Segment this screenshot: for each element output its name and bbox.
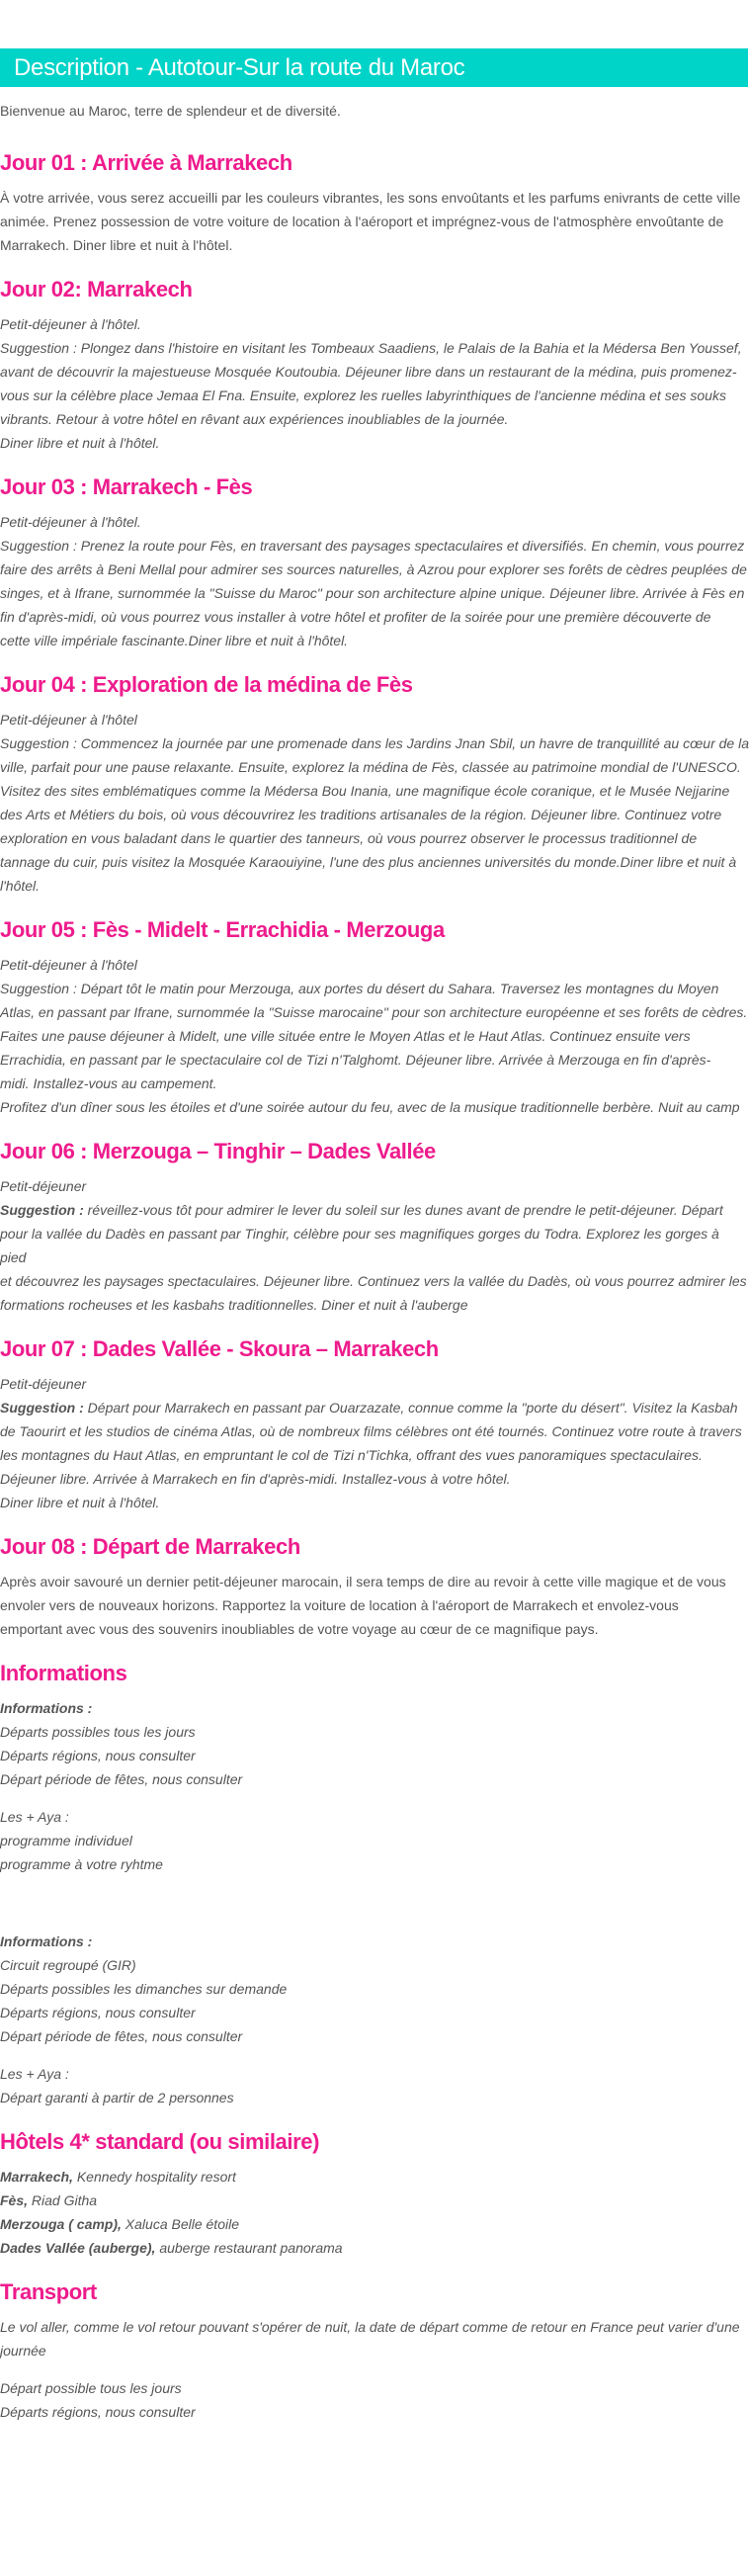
description-banner: [0, 48, 748, 87]
day-4-section: [0, 670, 749, 898]
day-3-title: Jour 03 : Marrakech - Fès: [0, 474, 253, 499]
day-6-section: [0, 1137, 749, 1317]
day-1-section: [0, 148, 749, 257]
day-1-title: Jour 01 : Arrivée à Marrakech: [0, 150, 292, 175]
day-3-section: [0, 472, 749, 652]
hotel-item: Merzouga ( camp), Xaluca Belle étoile: [0, 2216, 239, 2232]
day-2-title: Jour 02: Marrakech: [0, 277, 193, 301]
day-7-title: Jour 07 : Dades Vallée - Skoura – Marrakech: [0, 1336, 439, 1361]
hotel-item: Marrakech, Kennedy hospitality resort: [0, 2169, 236, 2185]
day-4-title: Jour 04 : Exploration de la médina de Fès: [0, 672, 413, 697]
hotels-list: [0, 2165, 749, 2260]
day-2-text: Petit-déjeuner à l'hôtel. Suggestion : Plongez dans l'histoire en visitant les Tombeaux Saadiens, le Palais de la Bahia et la Médersa Ben Youssef, avant de découvrir la majestueuse Mosquée Koutoubia. Déjeuner libre dans un restaurant de la médina, puis promenez- vous sur la célèbre place Jemaa El Fna. Ensuite, explorez les ruelles labyrinthiques de l'ancienne médina et ses souks vibrants. Retour à votre hôtel en rêvant aux expériences inoubliables de la journée. Diner libre et nuit à l'hôtel.: [0, 316, 742, 451]
hotel-item: Dades Vallée (auberge), auberge restaurant panorama: [0, 2240, 343, 2256]
day-5-section: [0, 915, 749, 1119]
hotels-title: Hôtels 4* standard (ou similaire): [0, 2129, 319, 2154]
day-2-section: [0, 275, 749, 455]
day-5-text: Petit-déjeuner à l'hôtel Suggestion : Départ tôt le matin pour Merzouga, aux portes du désert du Sahara. Traversez les montagnes du Moyen Atlas, en passant par Ifrane, surnommée la "Suisse marocaine" pour son architecture européenne et ses forêts de cèdres. Faites une pause déjeuner à Midelt, une ville située entre le Moyen Atlas et le Haut Atlas. Continuez ensuite vers Errachidia, en passant par le spectaculaire col de Tizi n'Talghomt. Déjeuner libre. Arrivée à Merzouga en fin d'après- midi. Installez-vous au campement. Profitez d'un dîner sous les étoiles et d'une soirée autour du feu, avec de la musique traditionnelle berbère. Nuit au camp: [0, 957, 748, 1115]
transport-title: Transport: [0, 2279, 97, 2304]
day-5-title: Jour 05 : Fès - Midelt - Errachidia - Merzouga: [0, 917, 445, 942]
suggestion-label: Suggestion :: [0, 1400, 84, 1416]
informations-block-1: Informations : Départs possibles tous les jours Départs régions, nous consulter Départ période de fêtes, nous consulter Les + Aya : programme individuel programme à votre ryhtme: [0, 1700, 243, 1872]
day-6-title: Jour 06 : Merzouga – Tinghir – Dades Vallée: [0, 1139, 436, 1163]
informations-title: Informations: [0, 1661, 127, 1685]
transport-section: [0, 2277, 749, 2424]
banner-title: Description - Autotour-Sur la route du Maroc: [14, 54, 465, 81]
suggestion-label: Suggestion :: [0, 1202, 84, 1218]
day-7-section: [0, 1334, 749, 1514]
day-1-text: À votre arrivée, vous serez accueilli par les couleurs vibrantes, les sons envoûtants et les parfums enivrants de cette ville animée. Prenez possession de votre voiture de location à l'aéroport et imprégnez-vous de l'atmosphère envoûtante de Marrakech. Diner libre et nuit à l'hôtel.: [0, 190, 741, 253]
intro-text: Bienvenue au Maroc, terre de splendeur et de diversité.: [0, 103, 341, 119]
day-6-text: Petit-déjeuner Suggestion : réveillez-vous tôt pour admirer le lever du soleil sur les dunes avant de prendre le petit-déjeuner. Départ pour la vallée du Dadès en passant par Tinghir, célèbre pour ses magnifiques gorges du Todra. Explorez les gorges à pied et découvrez les paysages spectaculaires. Déjeuner libre. Continuez vers la vallée du Dadès, où vous pourrez admirer les formations rocheuses et les kasbahs traditionnelles. Diner et nuit à l'auberge: [0, 1178, 747, 1313]
day-8-section: [0, 1532, 749, 1641]
informations-block-2: Informations : Circuit regroupé (GIR) Départs possibles les dimanches sur demande Départs régions, nous consulter Départ période de fêtes, nous consulter Les + Aya : Départ garanti à partir de 2 personnes: [0, 1933, 288, 2105]
day-8-title: Jour 08 : Départ de Marrakech: [0, 1534, 300, 1559]
hotel-item: Fès, Riad Githa: [0, 2192, 98, 2208]
informations-section: [0, 1659, 749, 2109]
hotels-section: [0, 2127, 749, 2260]
day-8-text: Après avoir savouré un dernier petit-déjeuner marocain, il sera temps de dire au revoir à cette ville magique et de vous envoler vers de nouveaux horizons. Rapportez la voiture de location à l'aéroport de Marrakech et envolez-vous emportant avec vous des souvenirs inoubliables de votre voyage au cœur de ce magnifique pays.: [0, 1574, 726, 1637]
day-3-text: Petit-déjeuner à l'hôtel. Suggestion : Prenez la route pour Fès, en traversant des paysages spectaculaires et diversifiés. En chemin, vous pourrez faire des arrêts à Beni Mellal pour admirer ses sources naturelles, à Azrou pour explorer ses forêts de cèdres peuplées de singes, et à Ifrane, surnommée la "Suisse du Maroc" pour son architecture alpine unique. Déjeuner libre. Arrivée à Fès en fin d'après-midi, où vous pourrez vous installer à votre hôtel et profiter de la soirée pour une première découverte de cette ville impériale fascinante.Diner libre et nuit à l'hôtel.: [0, 514, 747, 648]
transport-text: Le vol aller, comme le vol retour pouvant s'opérer de nuit, la date de départ comme de retour en France peut varier d'une journée Départ possible tous les jours Départs régions, nous consulter: [0, 2319, 740, 2420]
day-4-text: Petit-déjeuner à l'hôtel Suggestion : Commencez la journée par une promenade dans les Jardins Jnan Sbil, un havre de tranquillité au cœur de la ville, parfait pour une pause relaxante. Ensuite, explorez la médina de Fès, classée au patrimoine mondial de l'UNESCO. Visitez des sites emblématiques comme la Médersa Bou Inania, une magnifique école coranique, et le Musée Nejjarine des Arts et Métiers du bois, où vous découvrirez les traditions artisanales de la région. Déjeuner libre. Continuez votre exploration en vous baladant dans le quartier des tanneurs, où vous pourrez observer le processus traditionnel de tannage du cuir, puis visitez la Mosquée Karaouiyine, l'une des plus anciennes universités du monde.Diner libre et nuit à l'hôtel.: [0, 712, 749, 894]
day-7-text: Petit-déjeuner Suggestion : Départ pour Marrakech en passant par Ouarzazate, connue comme la "porte du désert". Visitez la Kasbah de Taourirt et les studios de cinéma Atlas, où de nombreux films célèbres ont été tournés. Continuez votre route à travers les montagnes du Haut Atlas, en empruntant le col de Tizi n'Tichka, offrant des vues panoramiques spectaculaires. Déjeuner libre. Arrivée à Marrakech en fin d'après-midi. Installez-vous à votre hôtel. Diner libre et nuit à l'hôtel.: [0, 1376, 742, 1510]
